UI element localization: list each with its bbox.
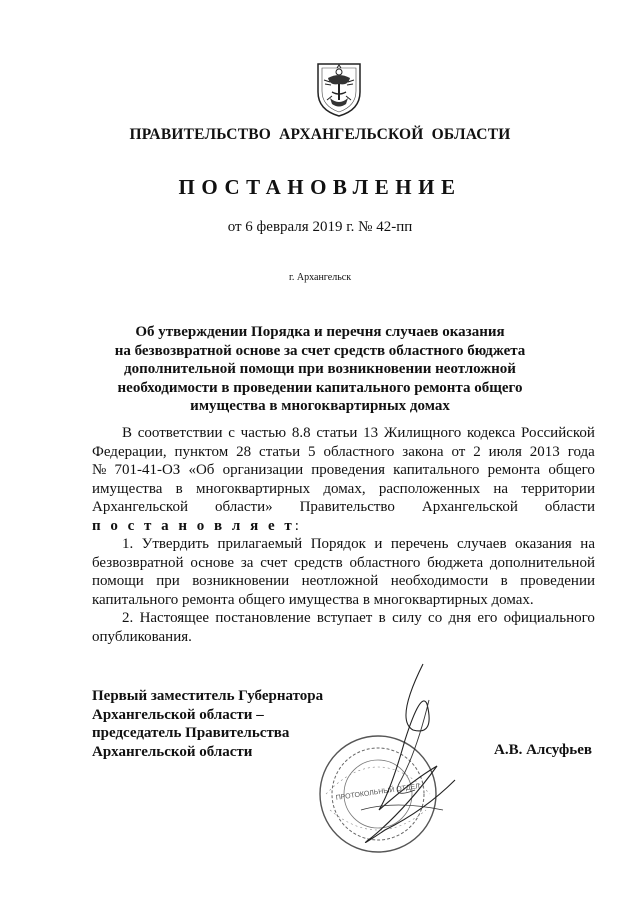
word: капитального	[92, 591, 182, 608]
word: в	[378, 610, 386, 626]
document-type: ПОСТАНОВЛЕНИЕ	[178, 175, 462, 199]
title-line: необходимости в проведении капитального ремонта общего	[117, 379, 523, 396]
document-city: г. Архангельск	[288, 272, 352, 283]
word: многоквартирных	[373, 591, 492, 608]
word: прилагаемый	[217, 536, 303, 552]
word: «Об	[188, 462, 215, 478]
word: необходимости	[390, 573, 489, 589]
body-line	[92, 554, 595, 573]
word: официального	[503, 610, 595, 626]
resolves-word: п о с т а н о в л я е т	[92, 517, 295, 534]
word: дня	[448, 610, 472, 626]
body-line	[92, 480, 595, 499]
body-line	[92, 461, 595, 480]
word: случаев	[456, 536, 507, 552]
body-line	[92, 572, 595, 591]
body-line	[92, 535, 595, 554]
word: основе	[190, 554, 235, 571]
word: статьи	[259, 443, 301, 460]
organization-name: ПРАВИТЕЛЬСТВО АРХАНГЕЛЬСКОЙ ОБЛАСТИ	[129, 126, 511, 143]
word: 28	[236, 443, 252, 460]
word: бюджета	[427, 554, 484, 571]
resolves-line	[92, 517, 595, 536]
word: 5	[308, 443, 316, 460]
word: области»	[214, 499, 273, 515]
word: расположенных	[378, 480, 481, 497]
word: и	[374, 536, 383, 552]
coat-of-arms-emblem	[308, 56, 370, 118]
word: 2	[473, 443, 481, 460]
word: средств	[294, 554, 343, 571]
word: с	[228, 425, 235, 441]
handwritten-signature	[325, 660, 465, 860]
word: силу	[392, 610, 422, 626]
word: года	[567, 443, 595, 460]
word: общего	[238, 591, 289, 608]
word: безвозвратной	[92, 554, 184, 571]
title-line: Об утверждении Порядка и перечня случаев оказания	[135, 324, 505, 340]
word: ремонта	[487, 462, 541, 478]
word: кодекса	[466, 425, 516, 441]
body-line	[92, 498, 595, 517]
word: закона	[402, 443, 444, 460]
word: счет	[260, 554, 288, 571]
word: Порядок	[310, 536, 366, 552]
word: дополнительной	[489, 554, 595, 571]
word: №	[92, 462, 107, 478]
word: за	[240, 554, 254, 571]
word: 8.8	[291, 425, 311, 441]
body-line	[92, 609, 595, 628]
word: домах.	[491, 591, 534, 608]
word: капитального	[393, 462, 480, 478]
signer-position-line: Первый заместитель Губернатора	[92, 688, 324, 704]
word: пунктом	[174, 443, 229, 460]
word: возникновении	[192, 573, 290, 589]
word: Архангельской	[421, 499, 518, 515]
signer-position-line: Архангельской области	[92, 743, 253, 760]
word: ремонта	[182, 591, 239, 608]
word: области	[544, 499, 595, 515]
word: проведения	[311, 462, 386, 478]
word: неотложной	[301, 573, 379, 589]
word: многоквартирных	[196, 480, 311, 497]
word: помощи	[92, 573, 144, 589]
word: 2013	[529, 443, 560, 460]
body-line	[92, 591, 595, 610]
resolves-colon: :	[294, 517, 299, 534]
word: его	[477, 610, 498, 626]
word: областного	[323, 443, 395, 460]
word: постановление	[215, 610, 311, 626]
document-body	[92, 424, 595, 646]
word: в	[362, 591, 374, 608]
word: вступает	[316, 610, 373, 626]
word: перечень	[390, 536, 449, 552]
word: В	[122, 425, 133, 441]
word: Архангельской	[92, 499, 188, 515]
word: 13	[363, 425, 379, 441]
title-line: имущества в многоквартирных домах	[190, 398, 450, 414]
signer-name: А.В. Алсуфьев	[494, 742, 592, 758]
word: домах,	[323, 480, 366, 497]
word: 1.	[122, 536, 134, 552]
word: имущества	[288, 591, 363, 608]
word: на	[493, 480, 509, 497]
word: со	[428, 610, 443, 626]
word: соответствии	[137, 425, 223, 441]
word: Утвердить	[141, 536, 209, 552]
word: 701-41-ОЗ	[114, 462, 181, 478]
word: от	[451, 443, 466, 460]
word: опубликования.	[92, 628, 192, 645]
document-date-number: от 6 февраля 2019 г. № 42-пп	[227, 219, 413, 235]
word: проведении	[520, 573, 595, 589]
word: Федерации,	[92, 443, 167, 460]
title-line: на безвозвратной основе за счет средств областного бюджета	[114, 342, 526, 359]
signer-position-line: председатель Правительства	[92, 725, 290, 741]
word: 2.	[122, 610, 134, 626]
word: Правительство	[299, 499, 395, 515]
word: общего	[548, 462, 595, 478]
word: в	[500, 573, 508, 589]
word: при	[156, 573, 180, 589]
document-title	[100, 323, 540, 416]
body-line	[92, 628, 595, 647]
word: Российской	[521, 425, 595, 441]
word: частью	[240, 425, 287, 441]
word: оказания	[515, 536, 572, 552]
body-line	[92, 443, 595, 462]
word: имущества	[92, 480, 163, 497]
signer-position	[92, 687, 323, 761]
word: Жилищного	[383, 425, 462, 441]
stamp-text: ПРОТОКОЛЬНЫЙ ОТДЕЛ	[335, 783, 421, 802]
word: статьи	[316, 425, 358, 441]
word: областного	[349, 554, 421, 571]
word: территории	[521, 480, 595, 497]
body-line	[92, 424, 595, 443]
word: на	[580, 536, 595, 552]
word: Настоящее	[139, 610, 210, 626]
word: июля	[488, 443, 522, 460]
word: организации	[222, 462, 304, 478]
signer-position-line: Архангельской области –	[92, 706, 264, 723]
word: в	[175, 480, 183, 497]
title-line: дополнительной помощи при возникновении неотложной	[124, 361, 516, 377]
